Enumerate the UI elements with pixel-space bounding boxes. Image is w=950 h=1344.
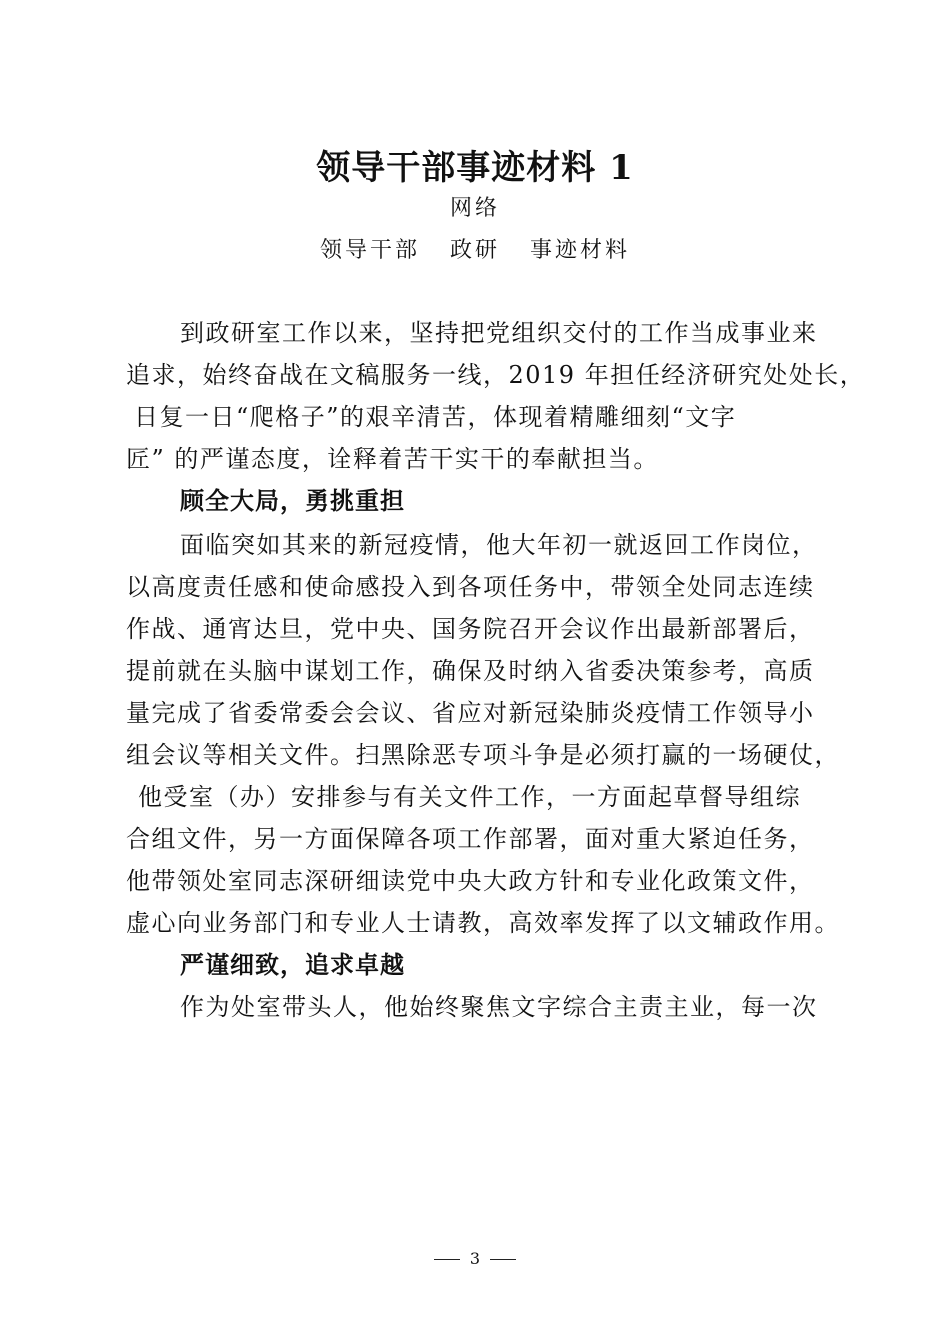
section-heading: 严谨细致，追求卓越	[180, 950, 405, 979]
footer-dash-right	[490, 1259, 516, 1260]
document-keywords	[0, 236, 950, 266]
paragraph-line: 量完成了省委常委会会议、省应对新冠染肺炎疫情工作领导小	[126, 699, 815, 727]
paragraph-line: 组会议等相关文件。扫黑除恶专项斗争是必须打赢的一场硬仗，	[126, 741, 840, 769]
page-number: 3	[469, 1249, 481, 1268]
keyword: 政研	[449, 238, 500, 263]
paragraph-line: 日复一日“爬格子”的艰辛清苦，体现着精雕细刻“文字	[134, 403, 737, 431]
paragraph-line: 提前就在头脑中谋划工作，确保及时纳入省委决策参考，高质	[126, 657, 815, 685]
paragraph-line: 作战、通宵达旦，党中央、国务院召开会议作出最新部署后，	[126, 615, 815, 643]
section-heading: 顾全大局，勇挑重担	[180, 486, 405, 515]
paragraph-line: 他带领处室同志深研细读党中央大政方针和专业化政策文件，	[126, 867, 815, 895]
paragraph-line: 面临突如其来的新冠疫情，他大年初一就返回工作岗位，	[180, 531, 818, 559]
document-source: 网络	[449, 196, 500, 221]
paragraph-line: 到政研室工作以来，坚持把党组织交付的工作当成事业来	[180, 319, 818, 347]
keyword: 领导干部	[319, 238, 420, 263]
paragraph-line: 匠” 的严谨态度，诠释着苦干实干的奉献担当。	[126, 445, 659, 473]
paragraph-line: 他受室（办）安排参与有关文件工作，一方面起草督导组综	[138, 783, 801, 811]
footer-dash-left	[434, 1259, 460, 1260]
paragraph-line: 以高度责任感和使命感投入到各项任务中，带领全处同志连续	[126, 573, 815, 601]
paragraph-line: 虚心向业务部门和专业人士请教，高效率发挥了以文辅政作用。	[126, 909, 840, 937]
page-footer	[0, 1248, 950, 1270]
paragraph-line: 合组文件，另一方面保障各项工作部署，面对重大紧迫任务，	[126, 825, 815, 853]
paragraph-line: 作为处室带头人，他始终聚焦文字综合主责主业，每一次	[180, 993, 818, 1021]
document-title: 领导干部事迹材料 1	[316, 148, 634, 188]
keyword: 事迹材料	[530, 238, 631, 263]
paragraph-line: 追求，始终奋战在文稿服务一线，2019 年担任经济研究处处长，	[126, 361, 866, 389]
